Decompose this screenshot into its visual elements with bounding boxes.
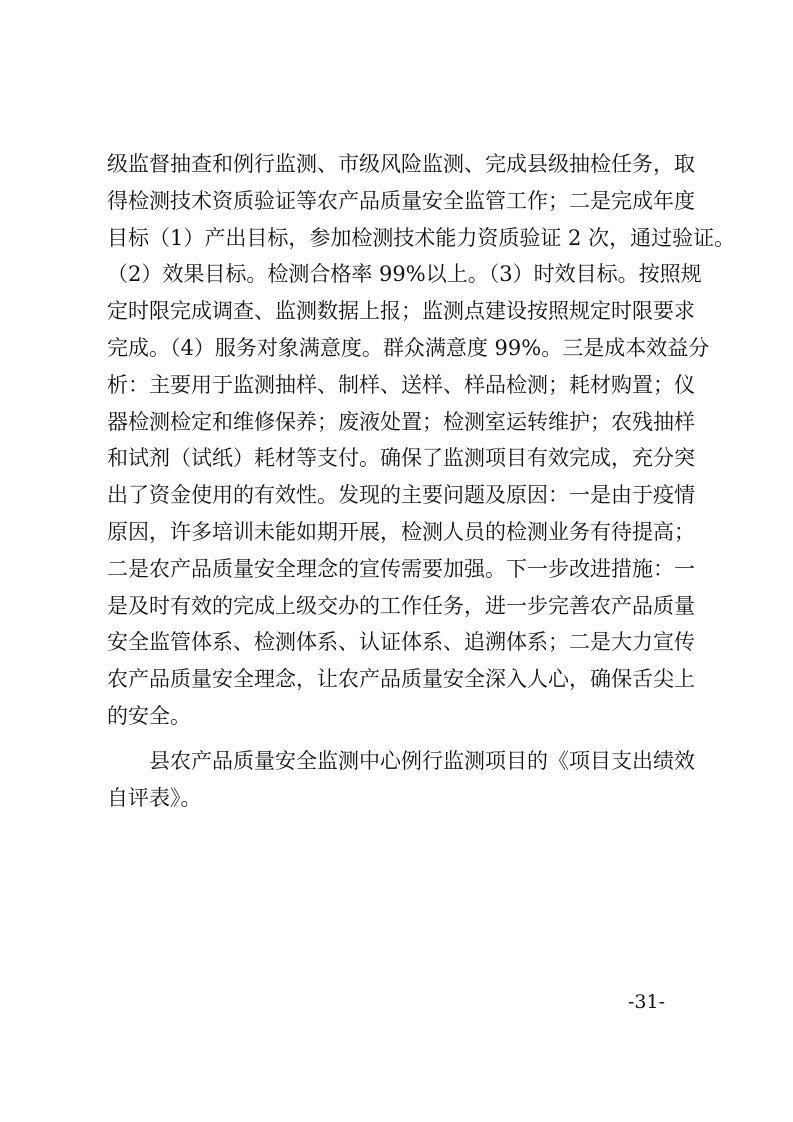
- text-line: 自评表》。: [107, 785, 202, 810]
- text-line: 完成。（4）服务对象满意度。群众满意度 99%。三是成本效益分: [107, 335, 710, 360]
- text-line: 目标（1）产出目标，参加检测技术能力资质验证 2 次，通过验证。: [107, 225, 736, 250]
- text-line: 析：主要用于监测抽样、制样、送样、样品检测；耗材购置；仪: [107, 372, 695, 397]
- paragraph-performance-summary: [107, 146, 736, 735]
- text-line: 得检测技术资质验证等农产品质量安全监管工作；二是完成年度: [107, 188, 695, 213]
- text-line: 二是农产品质量安全理念的宣传需要加强。下一步改进措施：一: [107, 556, 695, 581]
- text-line: 出了资金使用的有效性。发现的主要问题及原因：一是由于疫情: [107, 483, 695, 508]
- paragraph-self-evaluation-note: [107, 743, 693, 817]
- text-line: 县农产品质量安全监测中心例行监测项目的《项目支出绩效: [149, 748, 695, 773]
- text-line: 是及时有效的完成上级交办的工作任务，进一步完善农产品质量: [107, 593, 695, 618]
- text-line: 定时限完成调查、监测数据上报；监测点建设按照规定时限要求: [107, 299, 695, 324]
- text-line: （2）效果目标。检测合格率 99%以上。（3）时效目标。按照规: [107, 262, 702, 287]
- text-line: 级监督抽查和例行监测、市级风险监测、完成县级抽检任务，取: [107, 152, 695, 176]
- page-number: -31-: [628, 991, 666, 1013]
- text-line: 的安全。: [107, 703, 191, 728]
- text-line: 安全监管体系、检测体系、认证体系、追溯体系；二是大力宣传: [107, 630, 695, 655]
- text-line: 原因，许多培训未能如期开展，检测人员的检测业务有待提高；: [107, 519, 695, 544]
- text-line: 农产品质量安全理念，让农产品质量安全深入人心，确保舌尖上: [107, 667, 695, 692]
- body-text: [107, 146, 736, 816]
- text-line: 和试剂（试纸）耗材等支付。确保了监测项目有效完成，充分突: [107, 446, 695, 471]
- text-line: 器检测检定和维修保养；废液处置；检测室运转维护；农残抽样: [107, 409, 695, 434]
